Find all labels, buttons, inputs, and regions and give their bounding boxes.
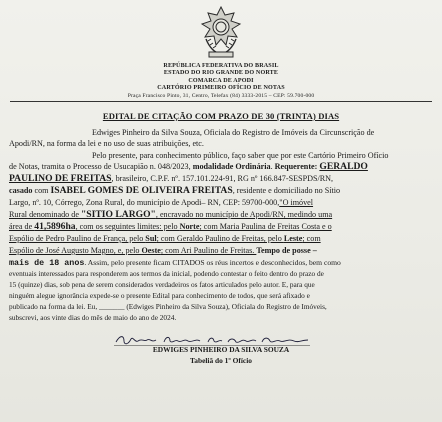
- body-line: Espólio de José Augusto Magno, e, pelo Oeste; com Ari Paulino de Freitas. Tempo de posse –: [9, 246, 317, 255]
- body-line: subscrevi, aos vinte dias do mês de maio do ano de 2024.: [9, 313, 177, 322]
- body-line: ninguém alegue ignorância expede-se o presente Edital para conhecimento de todos, que será afixado e: [9, 291, 310, 300]
- coat-of-arms-seal: [196, 5, 246, 59]
- document-header: [0, 63, 442, 100]
- header-county: COMARCA DE APODI: [188, 77, 254, 84]
- header-country: REPÚBLICA FEDERATIVA DO BRASIL: [163, 63, 279, 69]
- body-line: Edwiges Pinheiro da Silva Souza, Oficiala do Registro de Imóveis da Circunscrição de: [92, 128, 375, 137]
- body-line: mais de 18 anos. Assim, pelo presente ficam CITADOS os réus incertos e desconhecidos, bem como: [9, 258, 341, 268]
- body-line: de Notas, tramita o Processo de Usucapião n. 048/2023, modalidade Ordinária. Requerente: GERALDO: [9, 161, 368, 172]
- body-line: eventuais interessados para responderem aos termos da inicial, podendo contestar o feito dentro do prazo de: [9, 269, 324, 278]
- body-line: Espólio de Pedro Paulino de França, pelo Sul; com Geraldo Paulino de Freitas, pelo Leste; com: [9, 234, 321, 243]
- document-title: EDITAL DE CITAÇÃO COM PRAZO DE 30 (TRINTA) DIAS: [102, 111, 340, 121]
- body-line: Apodi/RN, na forma da lei e no uso de suas atribuições, etc.: [9, 139, 204, 148]
- header-address: Praça Francisco Pinto, 31, Centro, Telefax (84) 3333-2015 – CEP: 59.700-000: [127, 92, 315, 99]
- header-divider: [10, 101, 432, 102]
- body-line: Pelo presente, para conhecimento público, faço saber que por este Cartório Primeiro Ofício: [92, 151, 389, 160]
- body-line: publicado na forma da lei. Eu, _______ (Edwiges Pinheiro da Silva Souza), Oficiala do Registro de Imóveis,: [9, 302, 327, 311]
- signatory-name: EDWIGES PINHEIRO DA SILVA SOUZA: [152, 345, 290, 354]
- signatory-role: Tabeliã do 1º Ofício: [190, 356, 252, 365]
- body-line: casado com ISABEL GOMES DE OLIVEIRA FREITAS, residente e domiciliado no Sítio: [9, 185, 341, 196]
- body-line: 15 (quinze) dias, sob pena de serem considerados verdadeiros os fatos articulados pelo autor. E, para que: [9, 280, 315, 289]
- body-line: PAULINO DE FREITAS, brasileiro, C.P.F. nº. 157.101.224-91, RG nº 166.847-SESPDS/RN,: [9, 173, 334, 184]
- header-state: ESTADO DO RIO GRANDE DO NORTE: [163, 70, 279, 77]
- body-line: área de 41,5896ha, com os seguintes limites: pelo Norte; com Maria Paulina de Freitas Costa e o: [9, 221, 332, 232]
- body-line: Largo, nº. 10, Córrego, Zona Rural, do município de Apodi– RN, CEP: 59700-000,"O imóvel: [9, 198, 314, 207]
- header-office: CARTÓRIO PRIMEIRO OFÍCIO DE NOTAS: [157, 85, 285, 92]
- body-line: Rural denominado de "SITIO LARGO", encravado no município de Apodi/RN, medindo uma: [9, 209, 333, 220]
